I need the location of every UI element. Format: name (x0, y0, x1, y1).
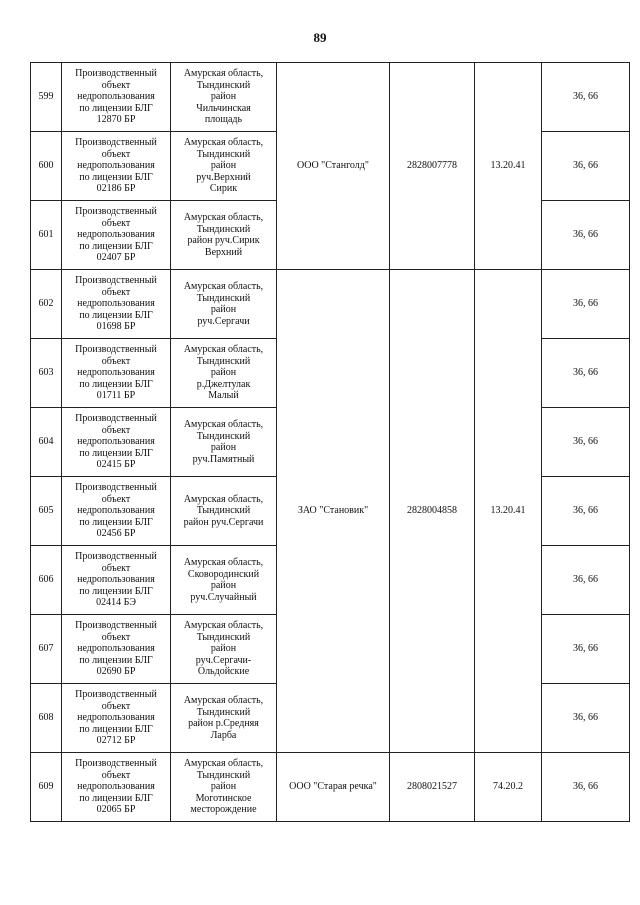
page-number: 89 (313, 30, 327, 45)
hazard-class: 36, 66 (542, 684, 630, 753)
object-location: Амурская область, Тындинский район руч.Сергачи (171, 270, 277, 339)
organization-name: ООО "Старая речка" (277, 753, 390, 822)
hazard-class: 36, 66 (542, 270, 630, 339)
object-name: Производственный объект недропользования по лицензии БЛГ 02415 БР (62, 408, 171, 477)
hazard-class: 36, 66 (542, 753, 630, 822)
row-number: 600 (31, 132, 62, 201)
row-number: 603 (31, 339, 62, 408)
object-name: Производственный объект недропользования по лицензии БЛГ 02690 БР (62, 615, 171, 684)
object-name: Производственный объект недропользования по лицензии БЛГ 02712 БР (62, 684, 171, 753)
object-name: Производственный объект недропользования по лицензии БЛГ 12870 БР (62, 63, 171, 132)
object-location: Амурская область, Тындинский район р.Джелтулак Малый (171, 339, 277, 408)
row-number: 604 (31, 408, 62, 477)
object-location: Амурская область, Тындинский район руч.Сирик Верхний (171, 201, 277, 270)
okved-code: 13.20.41 (475, 270, 542, 753)
registry-table (30, 62, 630, 822)
hazard-class: 36, 66 (542, 63, 630, 132)
object-location: Амурская область, Тындинский район руч.Верхний Сирик (171, 132, 277, 201)
inn-code: 2808021527 (390, 753, 475, 822)
hazard-class: 36, 66 (542, 339, 630, 408)
row-number: 608 (31, 684, 62, 753)
row-number: 606 (31, 546, 62, 615)
table-row (31, 753, 630, 822)
organization-name: ЗАО "Становик" (277, 270, 390, 753)
object-name: Производственный объект недропользования по лицензии БЛГ 02065 БР (62, 753, 171, 822)
row-number: 599 (31, 63, 62, 132)
hazard-class: 36, 66 (542, 132, 630, 201)
hazard-class: 36, 66 (542, 408, 630, 477)
table-row (31, 270, 630, 339)
row-number: 601 (31, 201, 62, 270)
object-name: Производственный объект недропользования по лицензии БЛГ 02186 БР (62, 132, 171, 201)
row-number: 609 (31, 753, 62, 822)
inn-code: 2828004858 (390, 270, 475, 753)
object-location: Амурская область, Сковородинский район руч.Случайный (171, 546, 277, 615)
object-location: Амурская область, Тындинский район р.Средняя Ларба (171, 684, 277, 753)
okved-code: 13.20.41 (475, 63, 542, 270)
okved-code: 74.20.2 (475, 753, 542, 822)
object-name: Производственный объект недропользования по лицензии БЛГ 01698 БР (62, 270, 171, 339)
organization-name: ООО "Станголд" (277, 63, 390, 270)
object-location: Амурская область, Тындинский район руч.Сергачи- Ольдойские (171, 615, 277, 684)
hazard-class: 36, 66 (542, 546, 630, 615)
object-name: Производственный объект недропользования по лицензии БЛГ 01711 БР (62, 339, 171, 408)
object-name: Производственный объект недропользования по лицензии БЛГ 02456 БР (62, 477, 171, 546)
table-row (31, 63, 630, 132)
row-number: 602 (31, 270, 62, 339)
object-location: Амурская область, Тындинский район Моготинское месторождение (171, 753, 277, 822)
hazard-class: 36, 66 (542, 477, 630, 546)
object-location: Амурская область, Тындинский район Чильчинская площадь (171, 63, 277, 132)
object-name: Производственный объект недропользования по лицензии БЛГ 02407 БР (62, 201, 171, 270)
object-name: Производственный объект недропользования по лицензии БЛГ 02414 БЭ (62, 546, 171, 615)
hazard-class: 36, 66 (542, 615, 630, 684)
row-number: 607 (31, 615, 62, 684)
object-location: Амурская область, Тындинский район руч.Памятный (171, 408, 277, 477)
row-number: 605 (31, 477, 62, 546)
hazard-class: 36, 66 (542, 201, 630, 270)
inn-code: 2828007778 (390, 63, 475, 270)
object-location: Амурская область, Тындинский район руч.Сергачи (171, 477, 277, 546)
